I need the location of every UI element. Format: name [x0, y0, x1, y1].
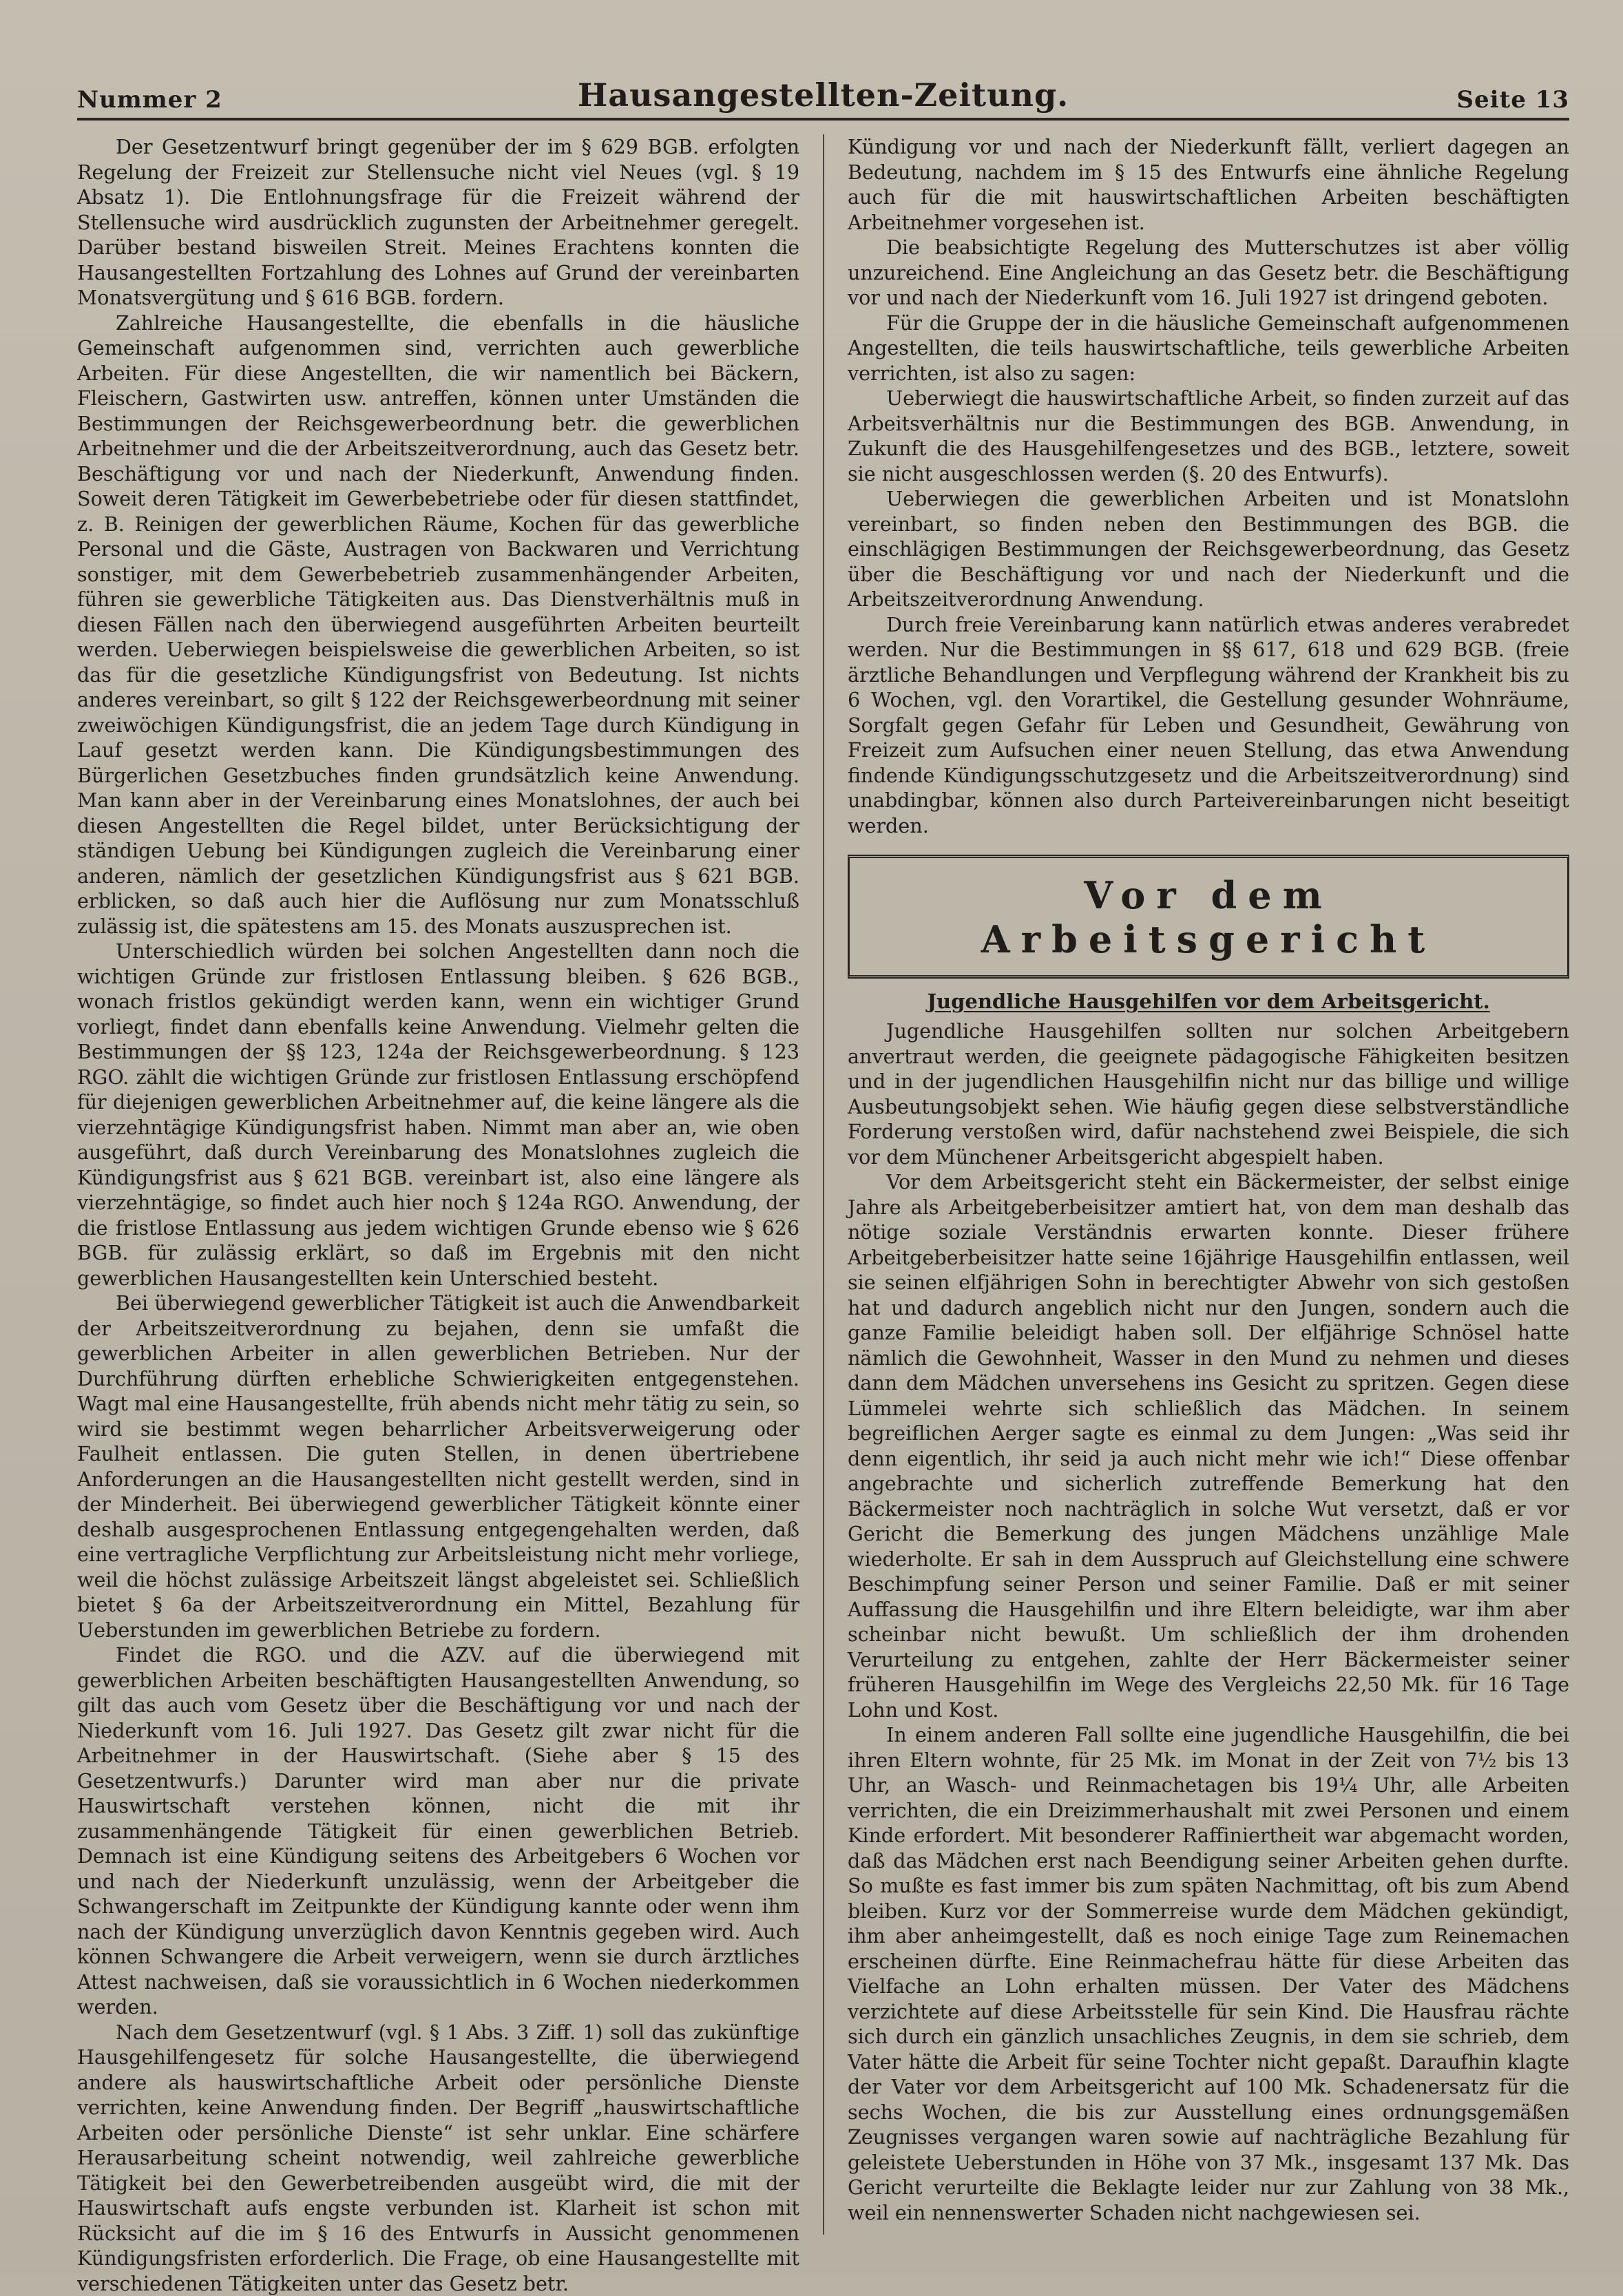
article-paragraph: Unterschiedlich würden bei solchen Angestellten dann noch die wichtigen Gründe zur fristlosen Entlassung bleiben. § 626 BGB., wonach fristlos gekündigt werden kann, wenn ein wichtiger Grund vorliegt, findet dann ebenfalls keine Anwendung. Vielmehr gelten die Bestimmungen der §§ 123, 124a der Reichsgewerbeordnung. § 123 RGO. zählt die wichtigen Gründe zur fristlosen Entlassung erschöpfend für diejenigen gewerblichen Arbeitnehmer auf, die keine längere als die vierzehntägige Kündigungsfrist haben. Nimmt man aber an, wie oben ausgeführt, daß durch Vereinbarung des Monatslohnes zugleich die Kündigungsfrist aus § 621 BGB. vereinbart ist, also eine längere als vierzehntägige, so findet auch hier noch § 124a RGO. Anwendung, der die fristlose Entlassung aus jedem wichtigen Grunde ebenso wie § 626 BGB. für zulässig erklärt, so daß im Ergebnis mit den nicht gewerblichen Hausangestellten kein Unterschied besteht.: [77, 939, 799, 1291]
article-paragraph: Jugendliche Hausgehilfen sollten nur solchen Arbeitgebern anvertraut werden, die geeignete pädagogische Fähigkeiten besitzen und in der jugendlichen Hausgehilfin nicht nur das billige und willige Ausbeutungsobjekt sehen. Wie häufig gegen diese selbstverständliche Forderung verstoßen wird, dafür nachstehend zwei Beispiele, die sich vor dem Münchener Arbeitsgericht abgespielt haben.: [848, 1019, 1569, 1169]
text-columns: [77, 134, 1569, 2235]
page-number: Seite 13: [1456, 86, 1569, 114]
section-banner: Vor dem Arbeitsgericht: [848, 855, 1569, 979]
article-paragraph: Nach dem Gesetzentwurf (vgl. § 1 Abs. 3 Ziff. 1) soll das zukünftige Hausgehilfengesetz für solche Hausangestellte, die überwiegend andere als hauswirtschaftliche Arbeit oder persönliche Dienste verrichten, keine Anwendung finden. Der Begriff „hauswirtschaftliche Arbeiten oder persönliche Dienste“ ist sehr unklar. Eine schärfere Herausarbeitung scheint notwendig, weil zahlreiche gewerbliche Tätigkeit bei den Gewerbetreibenden ausgeübt wird, die mit der Hauswirtschaft aufs engste verbunden ist. Klarheit ist schon mit Rücksicht auf die im § 16 des Entwurfs in Aussicht genommenen Kündigungsfristen erforderlich. Die Frage, ob eine Hausangestellte mit verschiedenen Tätigkeiten unter das Gesetz betr.: [77, 2020, 799, 2296]
article-paragraph: Findet die RGO. und die AZV. auf die überwiegend mit gewerblichen Arbeiten beschäftigten Hausangestellten Anwendung, so gilt das auch vom Gesetz über die Beschäftigung vor und nach der Niederkunft vom 16. Juli 1927. Das Gesetz gilt zwar nicht für die Arbeitnehmer in der Hauswirtschaft. (Siehe aber § 15 des Gesetzentwurfs.) Darunter wird man aber nur die private Hauswirtschaft verstehen können, nicht die mit ihr zusammenhängende Tätigkeit für einen gewerblichen Betrieb. Demnach ist eine Kündigung seitens des Arbeitgebers 6 Wochen vor und nach der Niederkunft unzulässig, wenn der Arbeitgeber die Schwangerschaft im Zeitpunkte der Kündigung kannte oder wenn ihm nach der Kündigung unverzüglich davon Kenntnis gegeben wird. Auch können Schwangere die Arbeit verweigern, wenn sie durch ärztliches Attest nachweisen, daß sie voraussichtlich in 6 Wochen niederkommen werden.: [77, 1642, 799, 2020]
newspaper-title: Hausangestellten-Zeitung.: [77, 76, 1569, 114]
article-paragraph: In einem anderen Fall sollte eine jugendliche Hausgehilfin, die bei ihren Eltern wohnte, für 25 Mk. im Monat in der Zeit von 7½ bis 13 Uhr, an Wasch- und Reinmachetagen bis 19¼ Uhr, alle Arbeiten verrichten, die ein Dreizimmerhaushalt mit zwei Personen und einem Kinde erfordert. Mit besonderer Raffiniertheit war abgemacht worden, daß das Mädchen erst nach Beendigung seiner Arbeiten gehen durfte. So mußte es fast immer bis zum späten Nachmittag, oft bis zum Abend bleiben. Kurz vor der Sommerreise wurde dem Mädchen gekündigt, ihm aber anheimgestellt, daß es noch einige Tage zum Reinemachen erscheinen dürfte. Eine Reinmachefrau hätte für diese Arbeiten das Vielfache an Lohn erhalten müssen. Der Vater des Mädchens verzichtete auf diese Arbeitsstelle für sein Kind. Die Hausfrau rächte sich durch ein gänzlich unsachliches Zeugnis, in dem sie schrieb, dem Vater hätte die Arbeit für seine Tochter nicht gepaßt. Daraufhin klagte der Vater vor dem Arbeitsgericht auf 100 Mk. Schadenersatz für die sechs Wochen, die bis zur Ausstellung eines ordnungsgemäßen Zeugnisses vergangen waren sowie auf nachträgliche Bezahlung für geleistete Ueberstunden in Höhe von 37 Mk., insgesamt 137 Mk. Das Gericht verurteilte die Beklagte leider nur zur Zahlung von 38 Mk., weil ein nennenswerter Schaden nicht nachgewiesen sei.: [848, 1722, 1569, 2225]
issue-number: Nummer 2: [77, 86, 222, 114]
article-paragraph: Zahlreiche Hausangestellte, die ebenfalls in die häusliche Gemeinschaft aufgenommen sind, verrichten auch gewerbliche Arbeiten. Für diese Angestellten, die wir namentlich bei Bäckern, Fleischern, Gastwirten usw. antreffen, können unter Umständen die Bestimmungen der Reichsgewerbeordnung betr. die gewerblichen Arbeitnehmer und die der Arbeitszeitverordnung, auch das Gesetz betr. Beschäftigung vor und nach der Niederkunft, Anwendung finden. Soweit deren Tätigkeit im Gewerbebetriebe oder für diesen stattfindet, z. B. Reinigen der gewerblichen Räume, Kochen für das gewerbliche Personal und die Gäste, Austragen von Backwaren und Verrichtung sonstiger, mit dem Gewerbebetrieb zusammenhängender Arbeiten, führen sie gewerbliche Tätigkeiten aus. Das Dienstverhältnis muß in diesen Fällen nach den überwiegend ausgeführten Arbeiten beurteilt werden. Ueberwiegen beispielsweise die gewerblichen Arbeiten, so ist das für die gesetzliche Kündigungsfrist von Bedeutung. Ist nichts anderes vereinbart, so gilt § 122 der Reichsgewerbeordnung mit seiner zweiwöchigen Kündigungsfrist, die an jedem Tage durch Kündigung in Lauf gesetzt werden kann. Die Kündigungsbestimmungen des Bürgerlichen Gesetzbuches finden grundsätzlich keine Anwendung. Man kann aber in der Vereinbarung eines Monatslohnes, der auch bei diesen Angestellten die Regel bildet, unter Berücksichtigung der ständigen Uebung bei Kündigungen zugleich die Vereinbarung einer anderen, nämlich der gesetzlichen Kündigungsfrist aus § 621 BGB. erblicken, so daß auch hier die Auflösung nur zum Monatsschluß zulässig ist, die spätestens am 15. des Monats auszusprechen ist.: [77, 311, 799, 939]
article-paragraph: Kündigung vor und nach der Niederkunft fällt, verliert dagegen an Bedeutung, nachdem im § 15 des Entwurfs eine ähnliche Regelung auch für die mit hauswirtschaftlichen Arbeiten beschäftigten Arbeitnehmer vorgesehen ist.: [848, 134, 1569, 235]
article-paragraph: Der Gesetzentwurf bringt gegenüber der im § 629 BGB. erfolgten Regelung der Freizeit zur Stellensuche nicht viel Neues (vgl. § 19 Absatz 1). Die Entlohnungsfrage für die Freizeit während der Stellensuche wird ausdrücklich zugunsten der Arbeitnehmer geregelt. Darüber bestand bisweilen Streit. Meines Erachtens konnten die Hausangestellten Fortzahlung des Lohnes auf Grund der vereinbarten Monatsvergütung und § 616 BGB. fordern.: [77, 134, 799, 311]
article-subheading: Jugendliche Hausgehilfen vor dem Arbeitsgericht.: [848, 990, 1569, 1013]
article-paragraph: Ueberwiegen die gewerblichen Arbeiten und ist Monatslohn vereinbart, so finden neben den Bestimmungen des BGB. die einschlägigen Bestimmungen der Reichsgewerbeordnung, das Gesetz über die Beschäftigung vor und nach der Niederkunft und die Arbeitszeitverordnung Anwendung.: [848, 486, 1569, 612]
article-paragraph: Durch freie Vereinbarung kann natürlich etwas anderes verabredet werden. Nur die Bestimmungen in §§ 617, 618 und 629 BGB. (freie ärztliche Behandlungen und Verpflegung während der Krankheit bis zu 6 Wochen, vgl. den Vorartikel, die Gestellung gesunder Wohnräume, Sorgfalt gegen Gefahr für Leben und Gesundheit, Gewährung von Freizeit zum Aufsuchen einer neuen Stellung, das etwa Anwendung findende Kündigungsschutzgesetz und die Arbeitszeitverordnung) sind unabdingbar, können also durch Parteivereinbarungen nicht beseitigt werden.: [848, 612, 1569, 839]
article-paragraph: Die beabsichtigte Regelung des Mutterschutzes ist aber völlig unzureichend. Eine Angleichung an das Gesetz betr. die Beschäftigung vor und nach der Niederkunft vom 16. Juli 1927 ist dringend geboten.: [848, 235, 1569, 311]
left-column: [77, 134, 799, 2235]
right-column: [848, 134, 1569, 2235]
page-header: [77, 72, 1569, 121]
article-paragraph: Vor dem Arbeitsgericht steht ein Bäckermeister, der selbst einige Jahre als Arbeitgeberbeisitzer amtiert hat, von dem man deshalb das nötige soziale Verständnis erwarten konnte. Dieser frühere Arbeitgeberbeisitzer hatte seine 16jährige Hausgehilfin entlassen, weil sie seinen elfjährigen Sohn in berechtigter Abwehr von sich gestoßen hat und dadurch angeblich nicht nur den Jungen, sondern auch die ganze Familie beleidigt haben soll. Der elfjährige Schnösel hatte nämlich die Gewohnheit, Wasser in den Mund zu nehmen und dieses dann dem Mädchen unversehens ins Gesicht zu spritzen. Gegen diese Lümmelei wehrte sich schließlich das Mädchen. In seinem begreiflichen Aerger sagte es einmal zu dem Jungen: „Was seid ihr denn eigentlich, ihr seid ja auch nicht mehr wie ich!“ Diese offenbar angebrachte und sicherlich zutreffende Bemerkung hat den Bäckermeister noch nachträglich in solche Wut versetzt, daß er vor Gericht die Bemerkung des jungen Mädchens unzählige Male wiederholte. Er sah in dem Ausspruch auf Gleichstellung eine schwere Beschimpfung seiner Person und seiner Familie. Daß er mit seiner Auffassung die Hausgehilfin und ihre Eltern beleidigte, war ihm aber scheinbar nicht bewußt. Um schließlich der ihm drohenden Verurteilung zu entgehen, zahlte der Herr Bäckermeister seiner früheren Hausgehilfin im Wege des Vergleichs 22,50 Mk. für 16 Tage Lohn und Kost.: [848, 1169, 1569, 1722]
column-divider: [823, 134, 824, 2235]
article-paragraph: Ueberwiegt die hauswirtschaftliche Arbeit, so finden zurzeit auf das Arbeitsverhältnis nur die Bestimmungen des BGB. Anwendung, in Zukunft die des Hausgehilfengesetzes und des BGB., letztere, soweit sie nicht ausgeschlossen werden (§. 20 des Entwurfs).: [848, 386, 1569, 486]
article-paragraph: Für die Gruppe der in die häusliche Gemeinschaft aufgenommenen Angestellten, die teils hauswirtschaftliche, teils gewerbliche Arbeiten verrichten, ist also zu sagen:: [848, 311, 1569, 386]
article-paragraph: Bei überwiegend gewerblicher Tätigkeit ist auch die Anwendbarkeit der Arbeitszeitverordnung zu bejahen, denn sie umfaßt die gewerblichen Arbeiter in allen gewerblichen Betrieben. Nur der Durchführung dürften erhebliche Schwierigkeiten entgegenstehen. Wagt mal eine Hausangestellte, früh abends nicht mehr tätig zu sein, so wird sie bestimmt wegen beharrlicher Arbeitsverweigerung oder Faulheit entlassen. Die guten Stellen, in denen übertriebene Anforderungen an die Hausangestellten nicht gestellt werden, sind in der Minderheit. Bei überwiegend gewerblicher Tätigkeit könnte einer deshalb ausgesprochenen Entlassung entgegengehalten werden, daß eine vertragliche Verpflichtung zur Arbeitsleistung nicht mehr vorliege, weil die höchst zulässige Arbeitszeit längst abgeleistet sei. Schließlich bietet § 6a der Arbeitszeitverordnung ein Mittel, Bezahlung für Ueberstunden im gewerblichen Betriebe zu fordern.: [77, 1291, 799, 1642]
